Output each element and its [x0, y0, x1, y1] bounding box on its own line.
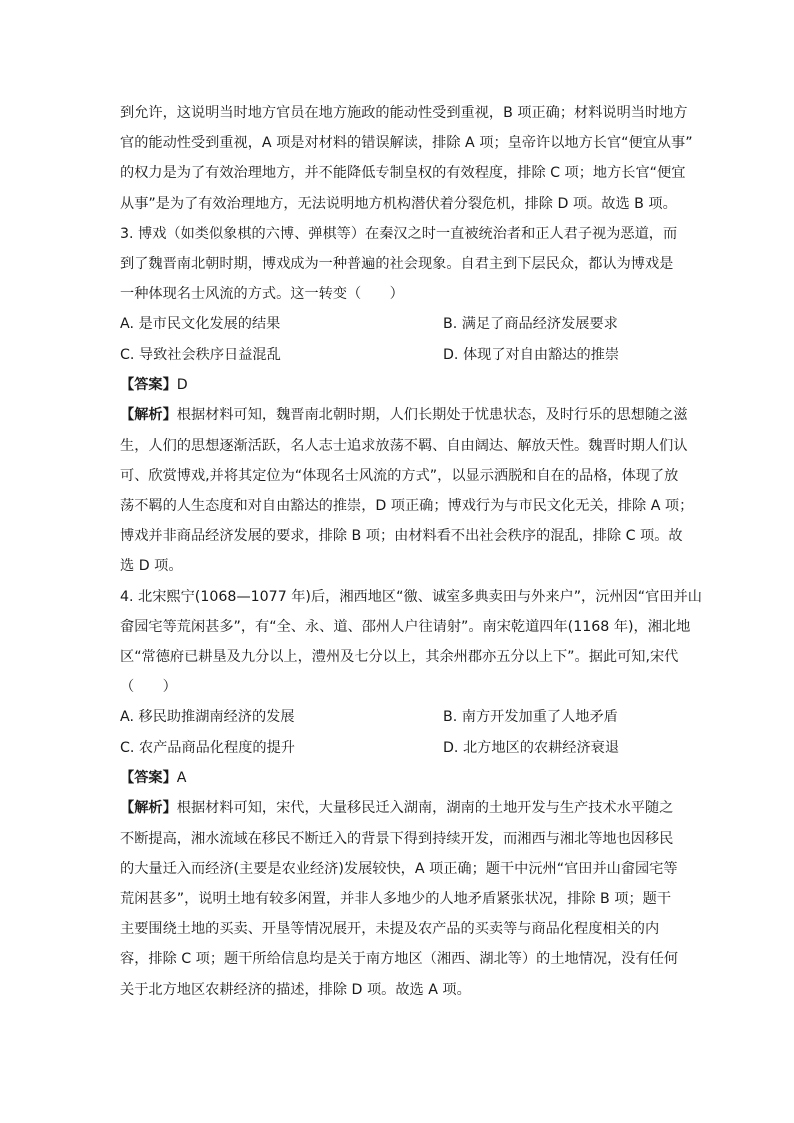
document-page	[120, 98, 702, 1005]
options	[120, 702, 680, 763]
lead-paragraph	[120, 98, 693, 219]
option-b: B. 南方开发加重了人地矛盾	[443, 709, 618, 726]
text-line: （ ）	[120, 679, 177, 696]
text-line: 畲园宅等荒闲甚多”，有“全、永、道、邵州人户往请射”。南宋乾道四年(1168 年)，湘北地	[120, 618, 691, 635]
option-a: A. 是市民文化发展的结果	[120, 316, 281, 333]
question-3	[120, 219, 694, 582]
text-line: 的大量迁入而经济(主要是农业经济)发展较快，A 项正确；题干中沅州“官田并山畲园宅等	[120, 860, 678, 877]
text-line: 区“常德府已耕垦及九分以上，澧州及七分以上，其余州郡亦五分以上下”。据此可知,宋代	[120, 649, 679, 666]
option-c: C. 农产品商品化程度的提升	[120, 739, 295, 756]
text-line: 的权力是为了有效治理地方，并不能降低专制皇权的有效程度，排除 C 项；地方长官“便宜	[120, 165, 686, 182]
answer-label: 【答案】	[120, 770, 177, 787]
text-line: 从事”是为了有效治理地方，无法说明地方机构潜伏着分裂危机，排除 D 项。故选 B 项。	[120, 195, 677, 212]
text-line: 3. 博戏（如类似象棋的六博、弹棋等）在秦汉之时一直被统治者和正人君子视为恶道，而	[120, 225, 678, 242]
text-line: 可、欣赏博戏,并将其定位为“体现名士风流的方式”，以显示洒脱和自在的品格，体现了放	[120, 467, 679, 484]
explanation-label: 【解析】	[120, 800, 177, 817]
answer-value: D	[176, 377, 188, 394]
text-line: 容，排除 C 项；题干所给信息均是关于南方地区（湘西、湖北等）的土地情况，没有任何	[120, 951, 679, 968]
option-d: D. 北方地区的农耕经济衰退	[443, 739, 620, 756]
question-stem	[120, 582, 702, 703]
question-4	[120, 582, 702, 1005]
text-line: 荡不羁的人生态度和对自由豁达的推崇，D 项正确；博戏行为与市民文化无关，排除 A 项；	[120, 498, 694, 515]
text-line: 荒闲甚多”，说明土地有较多闲置，并非人多地少的人地矛盾紧张状况，排除 B 项；题干	[120, 891, 672, 908]
text-line	[120, 793, 680, 823]
options	[120, 309, 680, 370]
text-line: 选 D 项。	[120, 558, 183, 575]
text-line: 一种体现名士风流的方式。这一转变（ ）	[120, 286, 404, 303]
text-line: 到允许，这说明当时地方官员在地方施政的能动性受到重视，B 项正确；材料说明当时地方	[120, 105, 688, 121]
text-line: 主要围绕土地的买卖、开垦等情况展开，未提及农产品的买卖等与商品化程度相关的内	[120, 921, 660, 938]
answer-label: 【答案】	[120, 377, 177, 394]
text-line	[120, 400, 688, 430]
answer-line	[120, 370, 680, 400]
text-line: 到了魏晋南北朝时期，博戏成为一种普遍的社会现象。自君主到下层民众，都认为博戏是	[120, 256, 674, 273]
option-d: D. 体现了对自由豁达的推崇	[443, 346, 620, 363]
text-line: 生，人们的思想逐渐活跃，名人志士追求放荡不羁、自由阔达、解放天性。魏晋时期人们认	[120, 437, 688, 454]
explanation	[120, 400, 694, 581]
option-b: B. 满足了商品经济发展要求	[443, 316, 618, 333]
explanation-text: 根据材料可知，宋代，大量移民迁入湖南，湖南的土地开发与生产技术水平随之	[176, 800, 674, 817]
text-line: 4. 北宋熙宁(1068—1077 年)后，湘西地区“徼、诚室多典卖田与外来户”，沅州因“官田并山	[120, 588, 702, 605]
explanation-text: 根据材料可知，魏晋南北朝时期，人们长期处于忧患状态，及时行乐的思想随之滋	[176, 407, 688, 424]
question-stem	[120, 219, 680, 310]
text-line: 不断提高，湘水流域在移民不断迁入的背景下得到持续开发，而湘西与湘北等地也因移民	[120, 830, 674, 847]
text-line: 关于北方地区农耕经济的描述，排除 D 项。故选 A 项。	[120, 981, 471, 998]
text-line: 博戏并非商品经济发展的要求，排除 B 项；由材料看不出社会秩序的混乱，排除 C 项。故	[120, 528, 683, 545]
explanation-label: 【解析】	[120, 407, 177, 424]
option-a: A. 移民助推湖南经济的发展	[120, 709, 295, 726]
option-c: C. 导致社会秩序日益混乱	[120, 346, 281, 363]
explanation	[120, 793, 680, 1004]
answer-value: A	[176, 770, 187, 787]
answer-line	[120, 763, 680, 793]
text-line: 官的能动性受到重视，A 项是对材料的错误解读，排除 A 项；皇帝许以地方长官“便宜从事”	[120, 135, 693, 152]
